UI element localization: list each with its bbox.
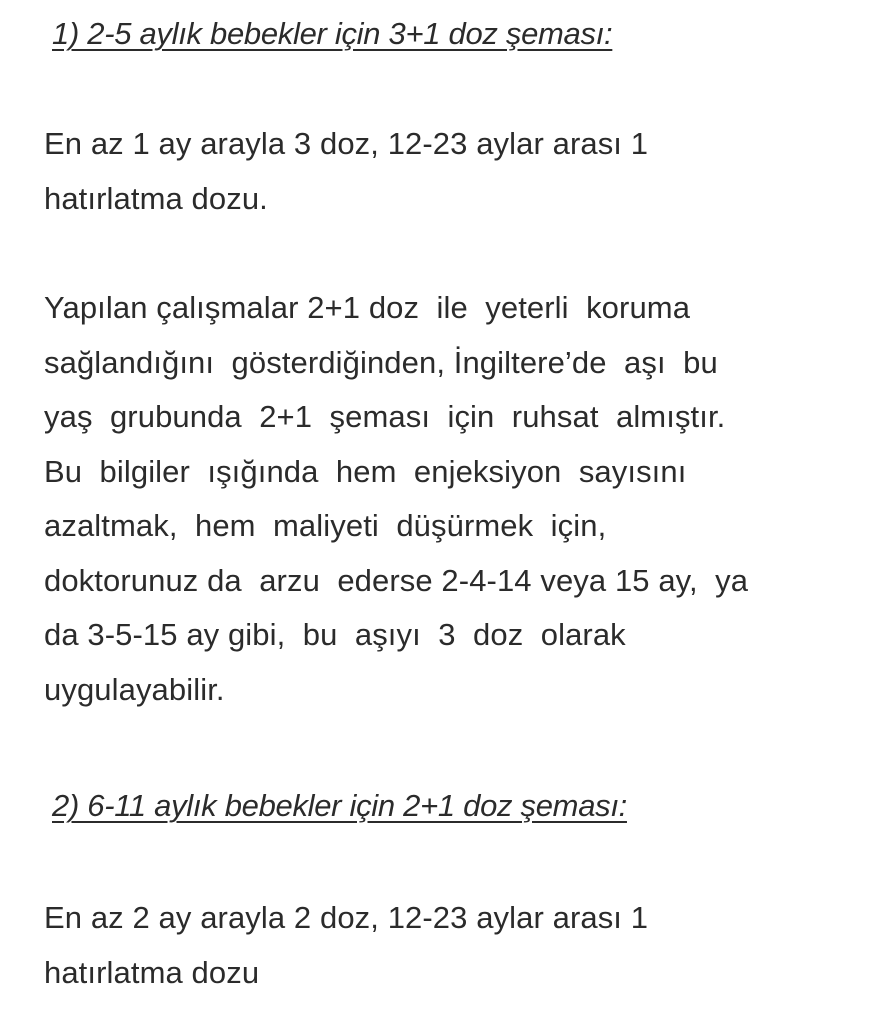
- text-line: uygulayabilir.: [44, 671, 225, 707]
- paragraph-6-11-months-schedule: [44, 891, 648, 1000]
- section-heading-6-11-months: 2) 6-11 aylık bebekler için 2+1 doz şeması:: [52, 788, 627, 823]
- text-line: azaltmak, hem maliyeti düşürmek için,: [44, 508, 607, 543]
- section-heading-2-5-months: 1) 2-5 aylık bebekler için 3+1 doz şeması:: [52, 16, 613, 51]
- text-line: hatırlatma dozu.: [44, 180, 268, 216]
- text-line: Yapılan çalışmalar 2+1 doz ile yeterli koruma: [44, 290, 691, 325]
- text-line: hatırlatma dozu: [44, 954, 260, 990]
- text-line: doktorunuz da arzu ederse 2-4-14 veya 15 ay, ya: [44, 562, 749, 598]
- text-line: yaş grubunda 2+1 şeması için ruhsat almıştır.: [44, 399, 726, 434]
- text-line: da 3-5-15 ay gibi, bu aşıyı 3 doz olarak: [44, 617, 626, 652]
- text-line: Bu bilgiler ışığında hem enjeksiyon sayısını: [44, 453, 687, 489]
- text-line: En az 2 ay arayla 2 doz, 12-23 aylar arası 1: [44, 900, 649, 935]
- paragraph-uk-license-info: [44, 281, 748, 717]
- paragraph-2-5-months-schedule: [44, 117, 648, 226]
- text-line: sağlandığını gösterdiğinden, İngiltere’de aşı bu: [44, 344, 718, 380]
- text-line: En az 1 ay arayla 3 doz, 12-23 aylar arası 1: [44, 126, 649, 161]
